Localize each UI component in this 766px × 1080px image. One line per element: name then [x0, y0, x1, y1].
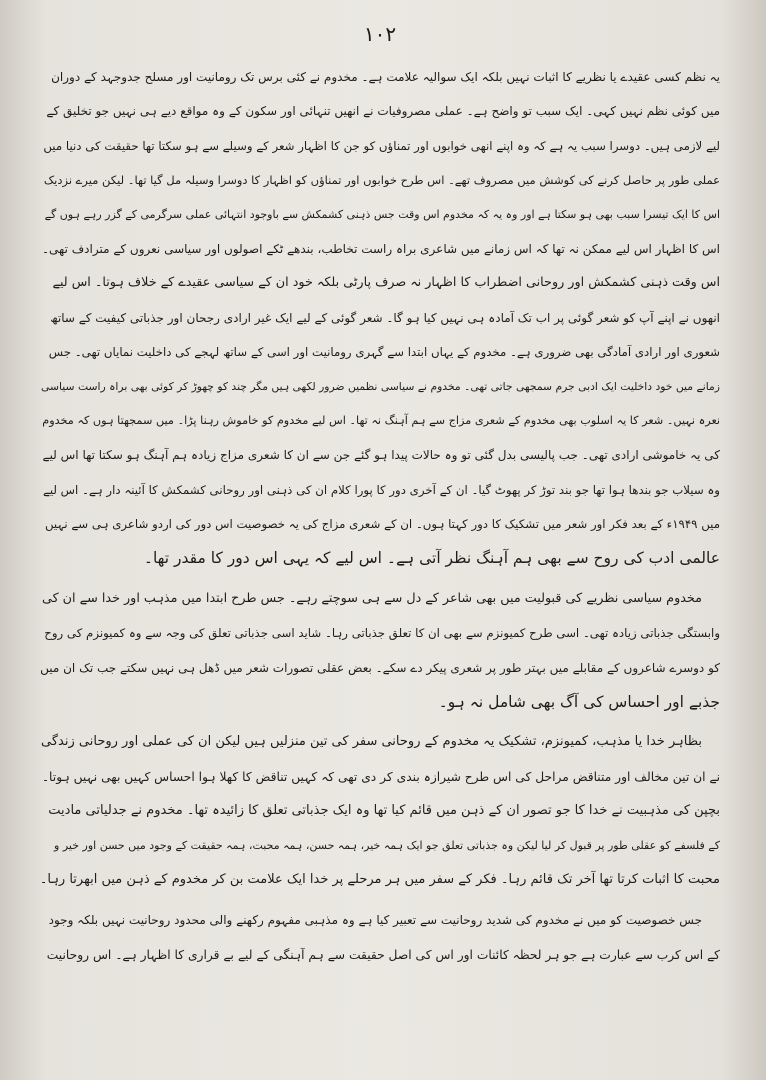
text-line: مخدوم سیاسی نظریے کی قبولیت میں بھی شاعر کے دل سے ہی سوچتے رہے۔ جس طرح ابتدا میں مذہب اور خدا سے ان کی: [41, 590, 702, 606]
body-text: [40, 60, 720, 972]
text-line: بچپن کی مذہبیت نے خدا کا جو تصور ان کے ذہن میں قائم کیا تھا وہ ایک جذباتی تعلق کا زائیدہ تھا۔ مخدوم نے جدلیاتی مادیت: [48, 803, 720, 819]
text-line: بظاہر خدا یا مذہب، کمیونزم، تشکیک یہ مخدوم کے روحانی سفر کی تین منزلیں ہیں لیکن ان کی عملی اور روحانی زندگی: [41, 734, 702, 750]
text-line: کے فلسفے کو عقلی طور پر قبول کر لیا لیکن وہ جذباتی تعلق جو ایک ہمہ خیر، ہمہ حسن، ہمہ محبت، ہمہ حقیقت کے وجود میں حسن اور خیر و: [54, 838, 720, 852]
text-line: وہ سیلاب جو بندھا ہوا تھا جو بند توڑ کر پھوٹ گیا۔ ان کے آخری دور کا پورا کلام ان کی ذہنی اور روحانی کشمکش کا آئینہ دار ہے۔ اس لیے: [42, 482, 720, 497]
text-line: اس کا اظہار اس لیے ممکن نہ تھا کہ اس زمانے میں شاعری براہ راست تخاطب، بندھے ٹکے اصولوں اور سیاسی نعروں کے مترادف تھی۔: [42, 241, 720, 256]
text-line: وابستگی جذباتی زیادہ تھی۔ اسی طرح کمیونزم سے بھی ان کا تعلق جذباتی رہا۔ شاید اسی جذباتی تعلق کی وجہ سے وہ کمیونزم کی روح: [44, 626, 720, 641]
text-line: میں ۱۹۴۹ء کے بعد فکر اور شعر میں تشکیک کا دور کہتا ہوں۔ ان کے شعری مزاج کی یہ خصوصیت اس دور کی اردو شاعری ہی سے نہیں: [44, 517, 720, 532]
page-number: ۱۰۲: [363, 22, 397, 46]
text-line: اس وقت ذہنی کشمکش اور روحانی اضطراب کا اظہار نہ صرف پارٹی بلکہ خود ان کے سیاسی عقیدے کے خلاف ہوتا۔ اس لیے: [52, 275, 720, 291]
text-line: نے ان تین مخالف اور متناقض مراحل کی اس طرح شیرازہ بندی کر دی تھی کہ کہیں تناقض کا کھلا ہوا احساس کہیں بھی نہیں ہوتا۔: [41, 769, 720, 784]
text-line: کو دوسرے شاعروں کے مقابلے میں بہتر طور پر شعری پیکر دے سکے۔ بعض عقلی تصورات شعر میں ڈھل ہی نہیں سکتے جب تک ان میں: [40, 660, 720, 675]
text-line: زمانے میں خود داخلیت ایک ادبی جرم سمجھی جاتی تھی۔ مخدوم نے سیاسی نظمیں ضرور لکھی ہیں مگر چند کو چھوڑ کر کوئی بھی براہ راست سیاسی: [41, 379, 720, 393]
text-line: جذبے اور احساس کی آگ بھی شامل نہ ہو۔: [438, 693, 720, 712]
text-line: شعوری اور ارادی آمادگی بھی ضروری ہے۔ مخدوم کے یہاں ابتدا سے گہری رومانیت اور اسی کے ساتھ لہجے کی داخلیت نمایاں تھی۔ جس: [48, 345, 720, 360]
text-line: میں کوئی نظم نہیں کہی۔ ایک سبب تو واضح ہے۔ عملی مصروفیات نے انھیں تنہائی اور سکون کے وہ مواقع دیے ہی نہیں جو تخلیق کے: [46, 104, 720, 119]
text-line: جس خصوصیت کو میں نے مخدوم کی شدید روحانیت سے تعبیر کیا ہے وہ مذہبی مفہوم رکھنے والی محدود روحانیت نہیں بلکہ وجود: [48, 913, 702, 928]
text-line: اس کا ایک تیسرا سبب بھی ہو سکتا ہے اور وہ یہ کہ مخدوم اس وقت جس ذہنی کشمکش سے باوجود انتہائی عملی سرگرمی کے گزر رہے ہوں گے: [44, 207, 720, 221]
text-line: محبت کا اثبات کرتا تھا آخر تک قائم رہا۔ فکر کے سفر میں ہر مرحلے پر خدا ایک علامت بن کر مخدوم کے ذہن میں ابھرتا رہا۔: [40, 871, 720, 887]
text-line: یہ نظم کسی عقیدے یا نظریے کا اثبات نہیں بلکہ ایک سوالیہ علامت ہے۔ مخدوم نے کئی برس تک رومانیت اور مسلح جدوجہد کے دوران: [51, 70, 720, 84]
text-line: لیے لازمی ہیں۔ دوسرا سبب یہ ہے کہ وہ اپنے انھی خوابوں اور تمناؤں کو جن کا اظہار شعر کے وسیلے سے ہو سکتا تھا حقیقت کی دنیا میں: [43, 138, 720, 153]
text-line: عملی طور پر حاصل کرنے کی کوشش میں مصروف تھے۔ اس طرح خوابوں اور تمناؤں کو اظہار کا دوسرا وسیلہ مل گیا تھا۔ لیکن میرے نزدیک: [43, 173, 720, 188]
text-line: کے اس کرب سے عبارت ہے جو ہر لحظہ کائنات اور اس کی اصل حقیقت سے ہم آہنگی کے لیے بے قراری کا اظہار ہے۔ اس روحانیت: [46, 947, 720, 962]
text-line: نعرہ نہیں۔ شعر کا یہ اسلوب بھی مخدوم کے شعری مزاج سے ہم آہنگ نہ تھا۔ اس لیے مخدوم کو خاموش رہنا پڑا۔ میں سمجھتا ہوں کہ مخدوم: [42, 413, 720, 427]
text-line: عالمی ادب کی روح سے بھی ہم آہنگ نظر آتی ہے۔ اس لیے کہ یہی اس دور کا مقدر تھا۔: [143, 549, 720, 568]
text-line: کی یہ خاموشی ارادی تھی۔ جب پالیسی بدل گئی تو وہ حالات پیدا ہو گئے جن سے ان کا شعری مزاج زیادہ ہم آہنگ ہو سکتا تھا اس لیے: [42, 448, 720, 463]
text-line: انھوں نے اپنے آپ کو شعر گوئی پر اب تک آمادہ ہی نہیں کیا ہو گا۔ شعر گوئی کے لیے ایک غیر ارادی رجحان اور جذباتی کیفیت کے ساتھ: [50, 310, 720, 325]
